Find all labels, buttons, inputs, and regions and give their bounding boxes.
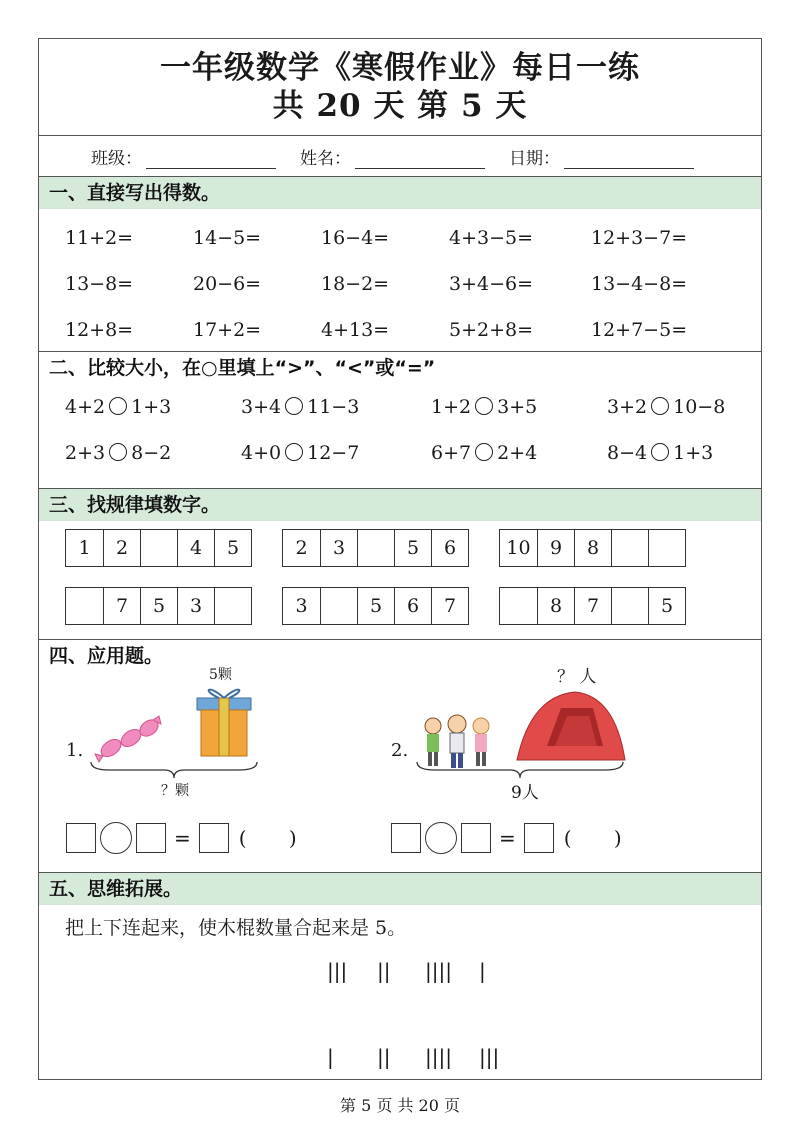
student-info-row [39, 136, 761, 177]
section-direct-calculation [39, 177, 761, 352]
problem2-number: 2. [391, 740, 409, 761]
number-cell: 2 [295, 537, 308, 559]
compare-right: 11−3 [307, 396, 360, 418]
page-title: 一年级数学《寒假作业》每日一练 [160, 50, 640, 86]
number-cell: 6 [431, 530, 468, 566]
gift-box-icon [189, 684, 259, 760]
compare-item [65, 430, 241, 476]
compare-item [607, 384, 777, 430]
section-title: 三、找规律填数字。 [39, 489, 761, 521]
pattern-area [39, 521, 761, 625]
blank-cell[interactable] [648, 530, 685, 566]
problem1-top-label: 5颗 [209, 667, 232, 683]
date-label: 日期： [509, 148, 560, 169]
compare-item [241, 384, 431, 430]
compare-circle[interactable] [475, 443, 493, 461]
unit-blank[interactable]: ( ) [563, 826, 640, 850]
class-field [91, 144, 276, 169]
number-cell: 5 [648, 588, 685, 624]
number-sequence [499, 529, 686, 567]
number-cell: 4 [177, 530, 214, 566]
section-word-problems [39, 640, 761, 873]
number-cell: 5 [357, 588, 394, 624]
compare-right: 10−8 [673, 396, 726, 418]
number-cell: 5 [214, 530, 251, 566]
compare-circle[interactable] [109, 443, 127, 461]
number-cell: 3 [177, 588, 214, 624]
calc-grid [39, 209, 761, 353]
stick-group[interactable]: | [479, 959, 486, 983]
name-field [300, 144, 485, 169]
number-sequence [282, 529, 469, 567]
compare-circle[interactable] [285, 443, 303, 461]
compare-item [607, 430, 777, 476]
worksheet [38, 38, 762, 1080]
problem1-number: 1. [66, 740, 84, 761]
calc-item: 4+13= [321, 319, 390, 341]
compare-right: 3+5 [497, 396, 538, 418]
number-sequence [499, 587, 686, 625]
compare-left: 8−4 [607, 442, 648, 464]
calc-item: 12+3−7= [591, 227, 688, 249]
blank-cell[interactable] [320, 588, 357, 624]
compare-circle[interactable] [285, 397, 303, 415]
page-footer: 第 5 页 共 20 页 [340, 1096, 460, 1115]
section-title: 五、思维拓展。 [39, 873, 761, 905]
compare-right: 2+4 [497, 442, 538, 464]
number-cell: 9 [537, 530, 574, 566]
number-cell: 1 [78, 537, 91, 559]
number-cell: 7 [103, 588, 140, 624]
pattern-row [65, 529, 761, 567]
unit-blank[interactable]: ( ) [238, 826, 315, 850]
calc-item: 12+7−5= [591, 319, 688, 341]
calc-item: 13−4−8= [591, 273, 688, 295]
compare-grid [39, 384, 761, 476]
compare-right: 1+3 [673, 442, 714, 464]
brace-icon [415, 760, 625, 780]
instruction-text: 把上下连起来，使木棍数量合起来是 5。 [65, 917, 407, 939]
answer-box[interactable] [136, 823, 166, 853]
answer-box[interactable] [461, 823, 491, 853]
stick-group[interactable]: |||| [425, 959, 452, 983]
number-cell: 7 [431, 588, 468, 624]
number-cell: 7 [574, 588, 611, 624]
word-problem-area [39, 667, 761, 870]
blank-cell[interactable] [611, 588, 648, 624]
number-cell: 8 [574, 530, 611, 566]
name-blank[interactable] [355, 152, 485, 169]
tent-icon [511, 686, 631, 766]
blank-cell[interactable] [500, 588, 537, 624]
calc-item: 11+2= [65, 227, 134, 249]
stick-group[interactable]: ||| [479, 1045, 500, 1069]
equals-sign: = [499, 826, 516, 850]
calc-item: 12+8= [65, 319, 134, 341]
operator-circle[interactable] [100, 822, 132, 854]
compare-item [65, 384, 241, 430]
brace-icon [89, 760, 259, 780]
compare-left: 3+2 [607, 396, 648, 418]
compare-right: 8−2 [131, 442, 172, 464]
page-subtitle: 共 20 天 第 5 天 [272, 88, 528, 124]
section-title: 一、直接写出得数。 [39, 177, 761, 209]
calc-item: 5+2+8= [449, 319, 534, 341]
calc-item: 4+3−5= [449, 227, 534, 249]
section-title: 四、应用题。 [49, 645, 164, 667]
compare-circle[interactable] [651, 443, 669, 461]
calc-item: 3+4−6= [449, 273, 534, 295]
number-cell: 5 [140, 588, 177, 624]
answer-box[interactable] [66, 823, 96, 853]
equals-sign: = [174, 826, 191, 850]
section-patterns [39, 489, 761, 640]
compare-right: 12−7 [307, 442, 360, 464]
section-compare [39, 352, 761, 489]
blank-cell[interactable] [66, 588, 103, 624]
date-field [509, 144, 694, 169]
blank-cell[interactable] [611, 530, 648, 566]
problem2-top-label: ？ 人 [557, 667, 597, 687]
problem2-equation [391, 822, 640, 854]
answer-box[interactable] [199, 823, 229, 853]
compare-item [431, 430, 607, 476]
number-cell: 3 [295, 595, 308, 617]
calc-item: 14−5= [193, 227, 262, 249]
stick-group[interactable]: |||| [425, 1045, 452, 1069]
compare-circle[interactable] [109, 397, 127, 415]
compare-left: 6+7 [431, 442, 472, 464]
stick-group[interactable]: | [327, 1045, 334, 1069]
blank-cell[interactable] [214, 588, 251, 624]
stick-group[interactable]: || [377, 959, 391, 983]
number-cell: 6 [394, 588, 431, 624]
number-cell: 3 [320, 530, 357, 566]
calc-item: 20−6= [193, 273, 262, 295]
date-blank[interactable] [564, 152, 694, 169]
name-label: 姓名： [300, 148, 351, 169]
number-cell: 5 [394, 530, 431, 566]
compare-left: 4+0 [241, 442, 282, 464]
class-label: 班级： [91, 148, 142, 169]
calc-item: 17+2= [193, 319, 262, 341]
section-title: 二、比较大小，在○里填上“>”、“<”或“=” [49, 357, 436, 379]
number-sequence [282, 587, 469, 625]
section-thinking [39, 873, 761, 1079]
compare-circle[interactable] [651, 397, 669, 415]
number-sequence [65, 529, 252, 567]
compare-item [431, 384, 607, 430]
answer-box[interactable] [391, 823, 421, 853]
operator-circle[interactable] [425, 822, 457, 854]
blank-cell[interactable] [357, 530, 394, 566]
answer-box[interactable] [524, 823, 554, 853]
calc-item: 16−4= [321, 227, 390, 249]
calc-item: 13−8= [65, 273, 134, 295]
number-sequence [65, 587, 252, 625]
compare-right: 1+3 [131, 396, 172, 418]
compare-circle[interactable] [475, 397, 493, 415]
blank-cell[interactable] [140, 530, 177, 566]
stick-group[interactable]: || [377, 1045, 391, 1069]
compare-left: 4+2 [65, 396, 106, 418]
number-cell: 10 [506, 537, 531, 559]
problem2-bottom-label: 9人 [511, 783, 539, 803]
pattern-row [65, 587, 761, 625]
problem1-bottom-label: ？颗 [161, 783, 189, 799]
compare-left: 2+3 [65, 442, 106, 464]
class-blank[interactable] [146, 152, 276, 169]
number-cell: 8 [537, 588, 574, 624]
compare-item [241, 430, 431, 476]
compare-left: 3+4 [241, 396, 282, 418]
calc-item: 18−2= [321, 273, 390, 295]
title-box [39, 39, 761, 136]
stick-group[interactable]: ||| [327, 959, 348, 983]
problem1-equation [66, 822, 315, 854]
compare-left: 1+2 [431, 396, 472, 418]
number-cell: 2 [103, 530, 140, 566]
